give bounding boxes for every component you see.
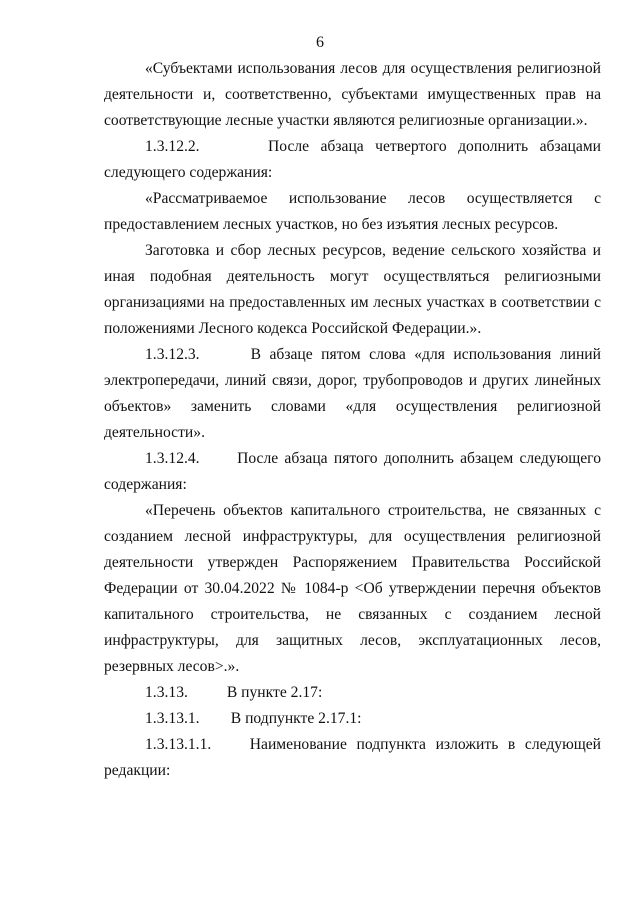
- paragraph: 1.3.13. В пункте 2.17:: [145, 684, 323, 701]
- paragraph: «Рассматриваемое использование лесов осуществляется с предоставлением лесных участков, но без изъятия лесных ресурсов.: [104, 190, 601, 233]
- paragraph: 1.3.13.1.1. Наименование подпункта изложить в следующей редакции:: [104, 736, 605, 779]
- paragraph: Заготовка и сбор лесных ресурсов, ведение сельского хозяйства и иная подобная деятельность могут осуществляться религиозными организациями на предоставленных им лесных участках в соответствии с положениями Лесного кодекса Российской Федерации.».: [104, 242, 601, 337]
- page-number: 6: [316, 34, 324, 51]
- paragraph: 1.3.12.4. После абзаца пятого дополнить абзацем следующего содержания:: [104, 450, 605, 493]
- paragraph: 1.3.13.1. В подпункте 2.17.1:: [145, 710, 362, 727]
- document-body: [104, 56, 605, 784]
- paragraph: «Субъектами использования лесов для осуществления религиозной деятельности и, соответственно, субъектами имущественных прав на соответствующие лесные участки являются религиозные организации.».: [104, 60, 601, 129]
- paragraph: 1.3.12.3. В абзаце пятом слова «для использования линий электропередачи, линий связи, дорог, трубопроводов и других линейных объектов» заменить словами «для осуществления религиозной деятельности».: [104, 346, 605, 441]
- paragraph: «Перечень объектов капитального строительства, не связанных с созданием лесной инфраструктуры, для осуществления религиозной деятельности утвержден Распоряжением Правительства Российской Федерации от 30.04.2022 № 1084-р <Об утверждении перечня объектов капитального строительства, не связанных с созданием лесной инфраструктуры, для защитных лесов, эксплуатационных лесов, резервных лесов>.».: [104, 502, 601, 675]
- paragraph: 1.3.12.2. После абзаца четвертого дополнить абзацами следующего содержания:: [104, 138, 605, 181]
